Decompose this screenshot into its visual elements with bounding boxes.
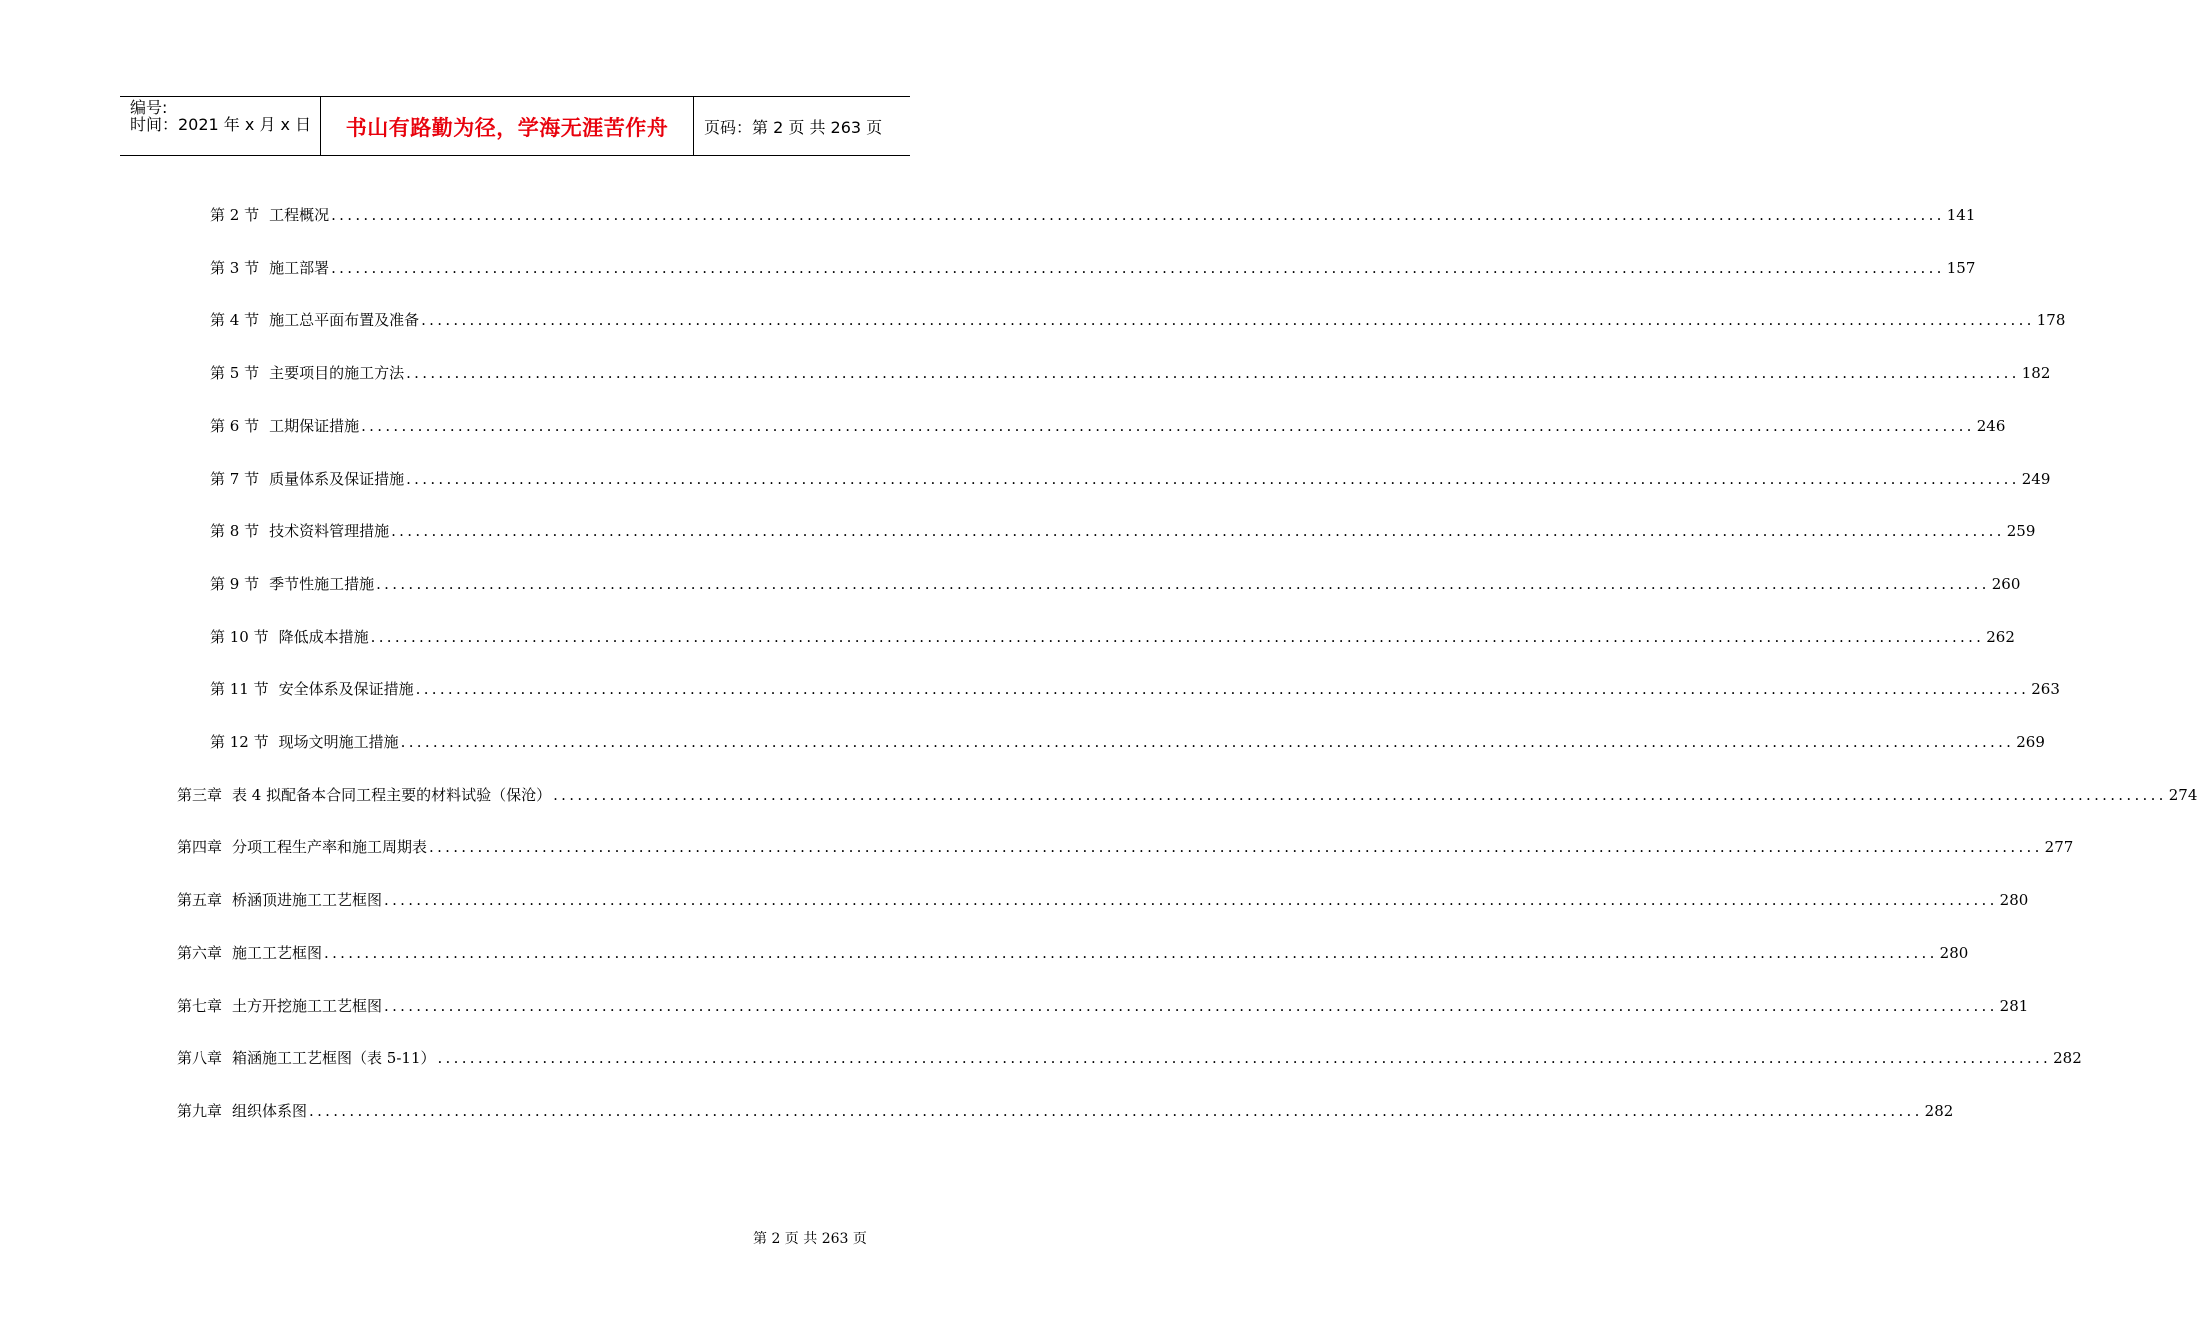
toc-entry-page: 260 bbox=[1991, 575, 2021, 593]
toc-entry-number: 第 4 节 bbox=[210, 311, 260, 329]
toc-entry-number: 第三章 bbox=[177, 786, 223, 804]
toc-leader-dots: ........................................................................................................................................................................................................ bbox=[384, 891, 1998, 909]
toc-leader-dots: ........................................................................................................................................................................................................ bbox=[406, 470, 2020, 488]
toc-entry-title: 降低成本措施 bbox=[278, 628, 369, 646]
header-page-info: 页码：第 2 页 共 263 页 bbox=[704, 118, 883, 137]
toc-entry-number: 第九章 bbox=[177, 1102, 223, 1120]
toc-entry[interactable] bbox=[177, 1046, 2082, 1068]
toc-leader-dots: ........................................................................................................................................................................................................ bbox=[331, 206, 1945, 224]
toc-entry-title: 质量体系及保证措施 bbox=[269, 470, 405, 488]
toc-entry[interactable] bbox=[177, 1099, 1954, 1121]
toc-entry-label bbox=[210, 310, 419, 330]
toc-entry-page: 262 bbox=[1986, 628, 2015, 646]
toc-entry-label bbox=[177, 1048, 435, 1068]
toc-entry-title: 工期保证措施 bbox=[269, 417, 360, 435]
toc-entry-page: 280 bbox=[1999, 891, 2029, 909]
header-motto: 书山有路勤为径，学海无涯苦作舟 bbox=[345, 116, 669, 140]
toc-leader-dots: ........................................................................................................................................................................................................ bbox=[361, 417, 1975, 435]
toc-entry[interactable] bbox=[210, 203, 1976, 225]
toc-entry-number: 第 11 节 bbox=[210, 680, 269, 698]
toc-entry-label bbox=[210, 363, 404, 383]
toc-entry-title: 组织体系图 bbox=[232, 1102, 308, 1120]
toc-entry-label bbox=[210, 258, 329, 278]
toc-entry[interactable] bbox=[177, 994, 2029, 1016]
toc-leader-dots: ........................................................................................................................................................................................................ bbox=[406, 364, 2020, 382]
toc-entry-label bbox=[210, 679, 414, 699]
toc-entry-number: 第八章 bbox=[177, 1049, 223, 1067]
toc-entry-title: 施工部署 bbox=[269, 259, 330, 277]
toc-entry-page: 282 bbox=[2053, 1049, 2082, 1067]
toc-entry-page: 178 bbox=[2036, 311, 2066, 329]
toc-entry[interactable] bbox=[177, 888, 2029, 910]
toc-entry[interactable] bbox=[210, 308, 2066, 330]
toc-entry-number: 第 9 节 bbox=[210, 575, 260, 593]
toc-entry-page: 274 bbox=[2168, 786, 2197, 804]
toc-entry-number: 第六章 bbox=[177, 944, 223, 962]
toc-entry-title: 箱涵施工工艺框图（表 5-11） bbox=[232, 1049, 436, 1067]
toc-entry-title: 季节性施工措施 bbox=[269, 575, 375, 593]
toc-leader-dots: ........................................................................................................................................................................................................ bbox=[415, 680, 2030, 698]
toc-leader-dots: ........................................................................................................................................................................................................ bbox=[324, 944, 1938, 962]
toc-entry-title: 桥涵顶进施工工艺框图 bbox=[232, 891, 383, 909]
toc-leader-dots: ........................................................................................................................................................................................................ bbox=[331, 259, 1945, 277]
toc-entry-number: 第 5 节 bbox=[210, 364, 260, 382]
toc-entry[interactable] bbox=[177, 835, 2074, 857]
toc-entry-label bbox=[177, 1101, 307, 1121]
page-header bbox=[120, 96, 910, 156]
toc-entry-label bbox=[210, 627, 369, 647]
toc-entry[interactable] bbox=[210, 677, 2060, 699]
toc-entry-label bbox=[210, 416, 359, 436]
toc-entry-number: 第四章 bbox=[177, 838, 223, 856]
toc-entry-label bbox=[210, 732, 399, 752]
toc-entry-number: 第 12 节 bbox=[210, 733, 269, 751]
toc-entry-title: 施工总平面布置及准备 bbox=[269, 311, 420, 329]
toc-entry-number: 第 6 节 bbox=[210, 417, 260, 435]
toc-entry-label bbox=[210, 521, 389, 541]
toc-entry-number: 第 7 节 bbox=[210, 470, 260, 488]
toc-leader-dots: ........................................................................................................................................................................................................ bbox=[309, 1102, 1923, 1120]
toc-leader-dots: ........................................................................................................................................................................................................ bbox=[391, 522, 2005, 540]
toc-entry-page: 246 bbox=[1976, 417, 2006, 435]
toc-entry-page: 277 bbox=[2044, 838, 2074, 856]
toc-entry-label bbox=[177, 785, 551, 805]
toc-leader-dots: ........................................................................................................................................................................................................ bbox=[400, 733, 2015, 751]
toc-entry-number: 第 10 节 bbox=[210, 628, 269, 646]
toc-entry[interactable] bbox=[210, 625, 2015, 647]
toc-entry-title: 土方开挖施工工艺框图 bbox=[232, 997, 383, 1015]
toc-entry-label bbox=[177, 996, 382, 1016]
header-page-cell bbox=[694, 97, 910, 155]
toc-entry-number: 第 8 节 bbox=[210, 522, 260, 540]
toc-entry-page: 263 bbox=[2031, 680, 2060, 698]
toc-entry-page: 281 bbox=[1999, 997, 2029, 1015]
toc-entry-label bbox=[177, 890, 382, 910]
toc-entry-page: 141 bbox=[1946, 206, 1976, 224]
toc-entry[interactable] bbox=[210, 256, 1976, 278]
toc-entry-label bbox=[177, 837, 427, 857]
toc-entry-title: 技术资料管理措施 bbox=[269, 522, 390, 540]
toc-entry-number: 第七章 bbox=[177, 997, 223, 1015]
toc-entry[interactable] bbox=[210, 572, 2021, 594]
toc-entry[interactable] bbox=[210, 519, 2036, 541]
toc-entry-number: 第五章 bbox=[177, 891, 223, 909]
toc-leader-dots: ........................................................................................................................................................................................................ bbox=[384, 997, 1998, 1015]
toc-entry-page: 182 bbox=[2021, 364, 2051, 382]
toc-entry[interactable] bbox=[210, 730, 2045, 752]
toc-entry-page: 157 bbox=[1946, 259, 1976, 277]
toc-entry[interactable] bbox=[210, 414, 2006, 436]
toc-leader-dots: ........................................................................................................................................................................................................ bbox=[421, 311, 2035, 329]
toc-entry-title: 主要项目的施工方法 bbox=[269, 364, 405, 382]
toc-entry[interactable] bbox=[177, 783, 2197, 805]
toc-entry-page: 259 bbox=[2006, 522, 2036, 540]
doc-number-label: 编号: bbox=[130, 98, 168, 117]
toc-entry-title: 工程概况 bbox=[269, 206, 330, 224]
toc-entry-label bbox=[210, 205, 329, 225]
toc-entry-number: 第 3 节 bbox=[210, 259, 260, 277]
toc-entry-label bbox=[210, 469, 404, 489]
header-meta-cell bbox=[120, 97, 321, 155]
toc-leader-dots: ........................................................................................................................................................................................................ bbox=[370, 628, 1985, 646]
doc-date: 时间：2021 年 x 月 x 日 bbox=[130, 115, 312, 134]
toc-entry-label bbox=[210, 574, 374, 594]
toc-entry-page: 249 bbox=[2021, 470, 2051, 488]
toc-entry-title: 分项工程生产率和施工周期表 bbox=[232, 838, 428, 856]
page-footer: 第 2 页 共 263 页 bbox=[753, 1231, 867, 1247]
toc-leader-dots: ........................................................................................................................................................................................................ bbox=[376, 575, 1990, 593]
toc-entry-page: 282 bbox=[1924, 1102, 1954, 1120]
toc-entry[interactable] bbox=[177, 941, 1969, 963]
toc-entry-title: 安全体系及保证措施 bbox=[278, 680, 414, 698]
toc-leader-dots: ........................................................................................................................................................................................................ bbox=[429, 838, 2043, 856]
toc-entry-title: 现场文明施工措施 bbox=[278, 733, 399, 751]
toc-entry[interactable] bbox=[210, 467, 2051, 489]
toc-leader-dots: ........................................................................................................................................................................................................ bbox=[553, 786, 2167, 804]
toc-entry[interactable] bbox=[210, 361, 2051, 383]
toc-entry-title: 施工工艺框图 bbox=[232, 944, 323, 962]
header-motto-cell bbox=[321, 97, 694, 155]
toc-entry-number: 第 2 节 bbox=[210, 206, 260, 224]
toc-entry-title: 表 4 拟配备本合同工程主要的材料试验（保沧） bbox=[232, 786, 552, 804]
toc-entry-page: 280 bbox=[1939, 944, 1969, 962]
toc-leader-dots: ........................................................................................................................................................................................................ bbox=[437, 1049, 2052, 1067]
toc-entry-label bbox=[177, 943, 322, 963]
toc-entry-page: 269 bbox=[2016, 733, 2045, 751]
